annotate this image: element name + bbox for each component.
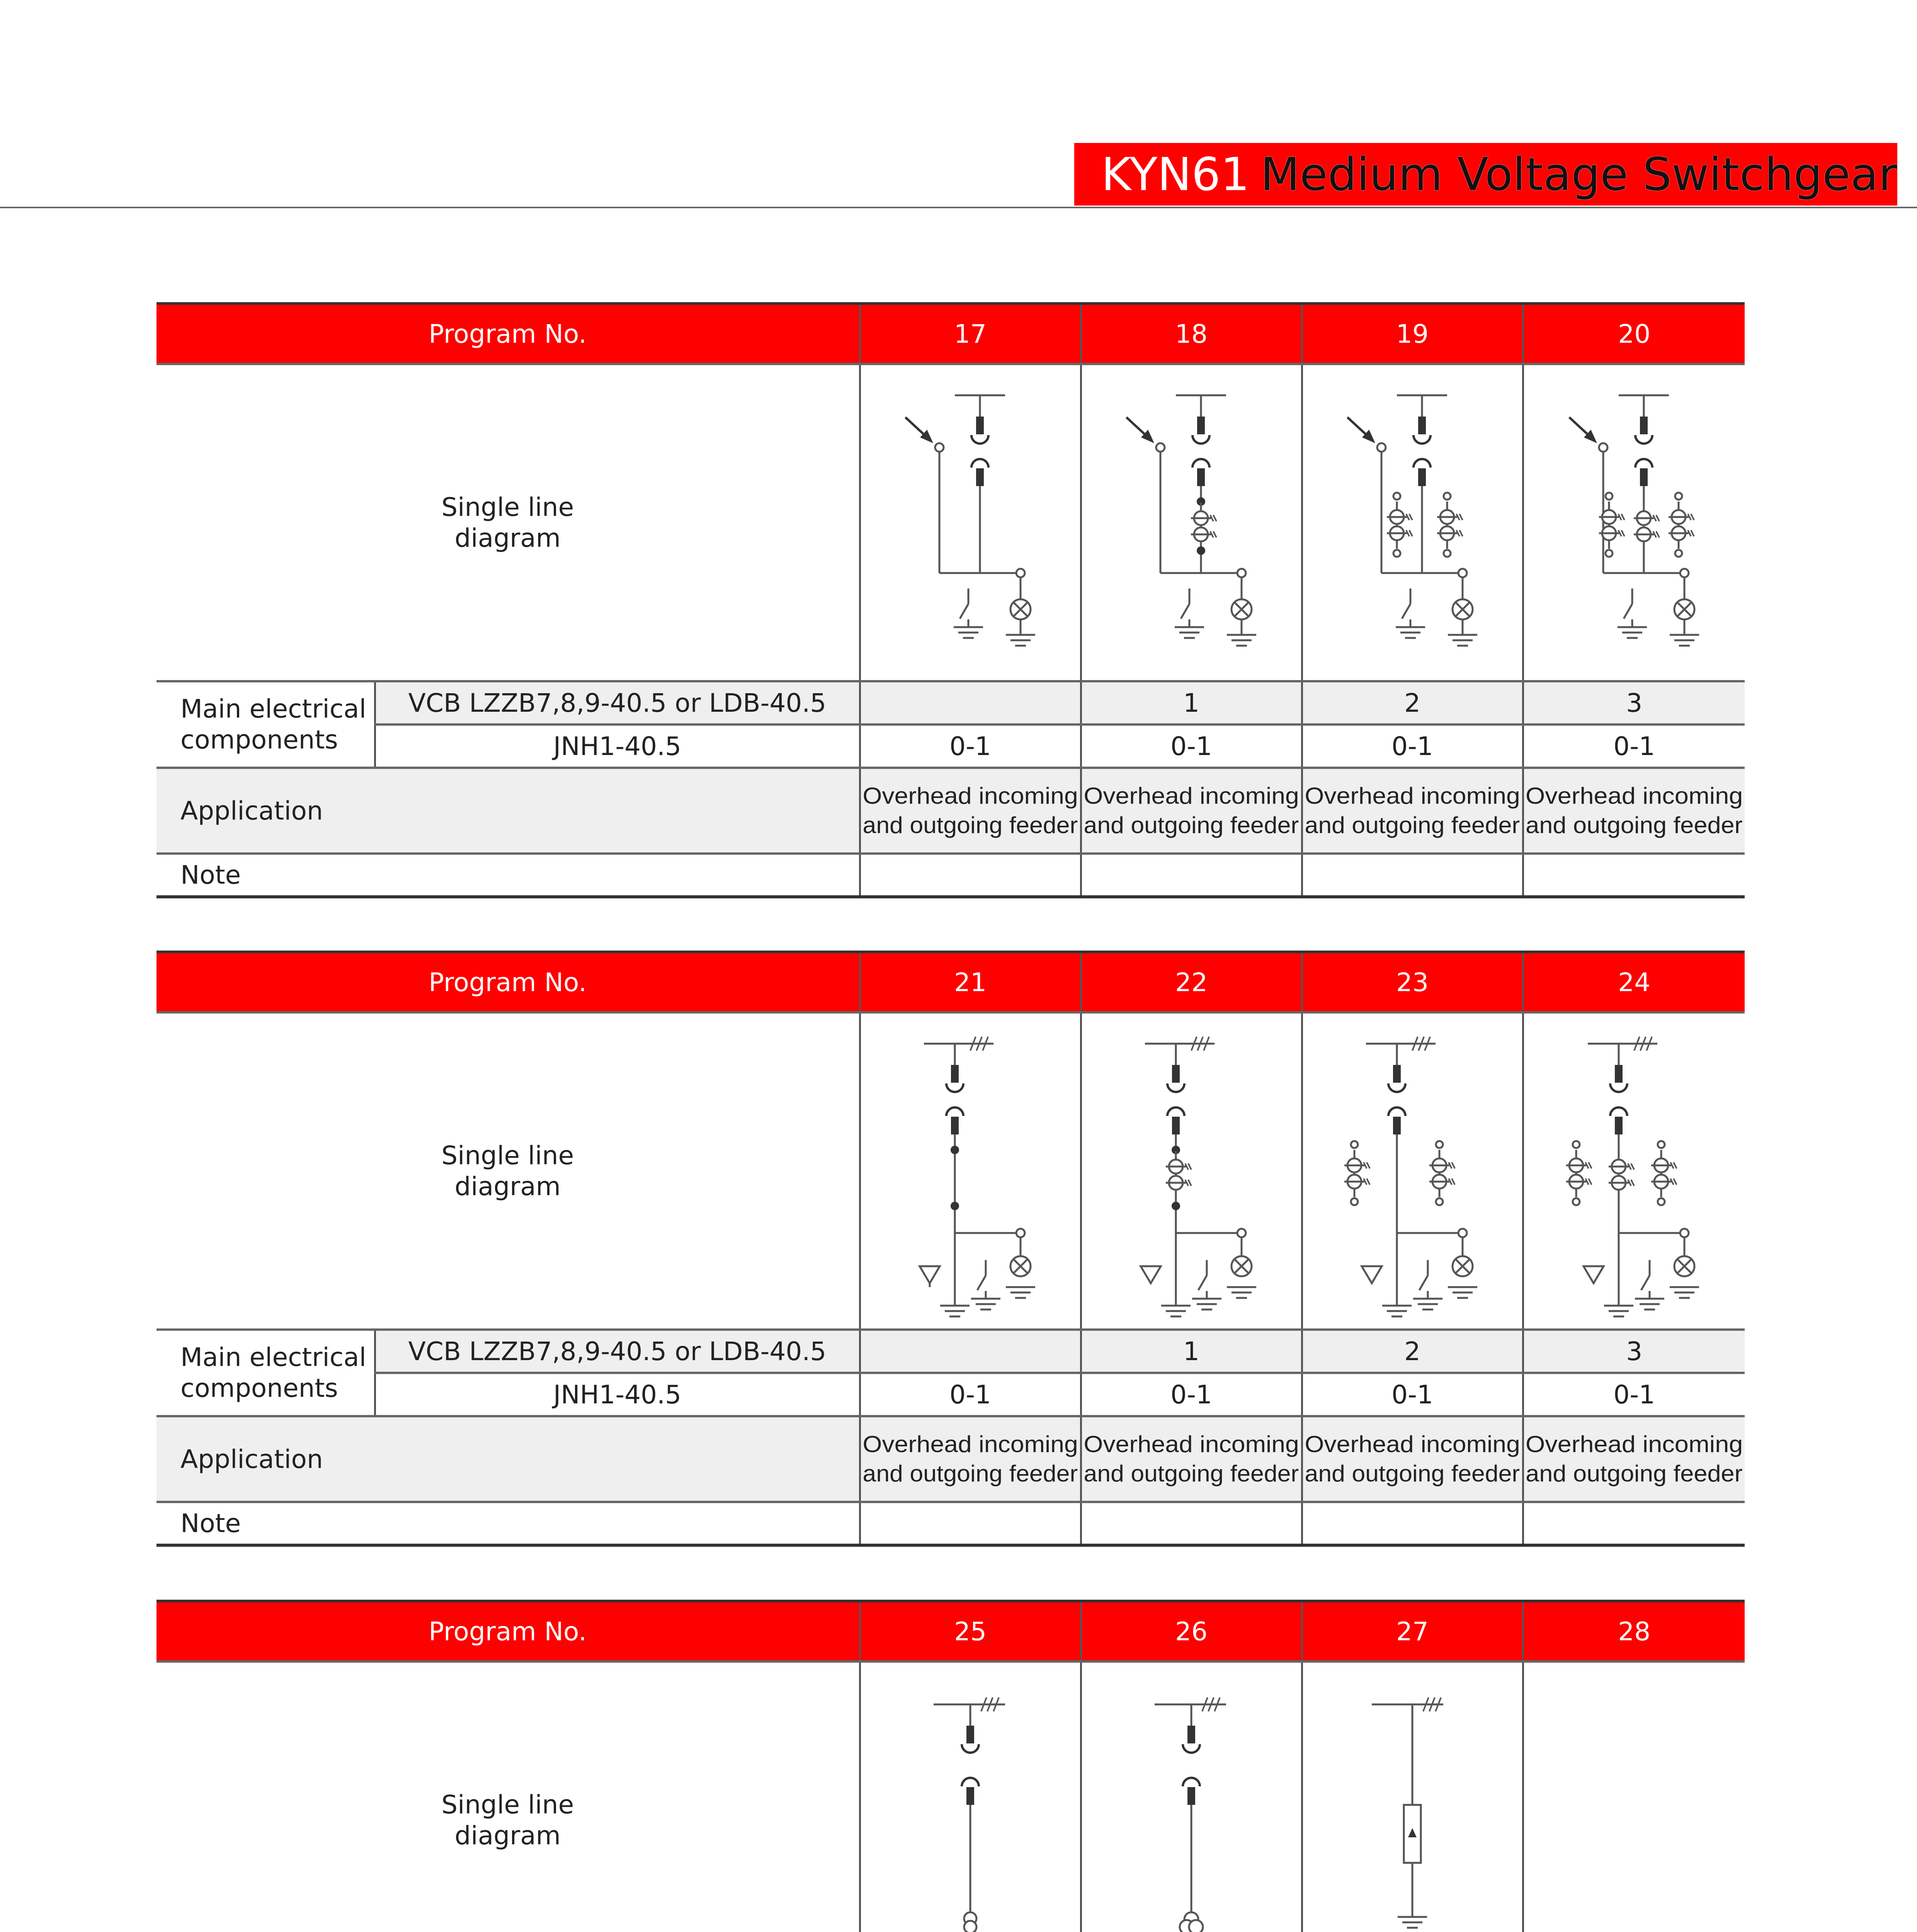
application-line-2: and outgoing feeder [1305,812,1520,838]
header-rule [0,207,1917,208]
diagram-cell [1081,364,1302,681]
application-line-2: and outgoing feeder [1526,1461,1743,1486]
component-row [156,1330,1745,1373]
single-line-label-l2: diagram [454,1171,561,1201]
component-name: JNH1-40.5 [375,1373,860,1416]
component-qty: 0-1 [1302,1373,1523,1416]
program-no-label: Program No. [156,304,860,364]
component-name: VCB LZZB7,8,9-40.5 or LDB-40.5 [375,1330,860,1373]
main-electrical-label-l1: Main electrical [180,1342,366,1372]
program-number: 24 [1523,952,1745,1013]
program-number: 18 [1081,304,1302,364]
program-number: 27 [1302,1601,1523,1662]
component-qty: 2 [1302,1330,1523,1373]
single-line-row [156,1662,1745,1932]
application-cell [1302,1416,1523,1502]
note-cell [1523,1502,1745,1545]
program-no-label: Program No. [156,952,860,1013]
application-cell [1302,768,1523,854]
application-cell [860,1416,1081,1502]
application-label: Application [156,768,860,854]
program-number: 28 [1523,1601,1745,1662]
program-number: 20 [1523,304,1745,364]
program-number: 23 [1302,952,1523,1013]
program-number: 19 [1302,304,1523,364]
spec-table-1 [156,302,1745,898]
single-line-label [156,1012,860,1330]
component-qty: 1 [1081,681,1302,724]
program-number: 22 [1081,952,1302,1013]
note-cell [1302,854,1523,897]
component-qty [860,681,1081,724]
component-qty: 0-1 [860,1373,1081,1416]
single-line-label-l1: Single line [441,1140,574,1170]
note-cell [860,854,1081,897]
single-line-diagram-24 [1526,1017,1742,1326]
component-row [156,724,1745,768]
program-number: 21 [860,952,1081,1013]
component-qty: 0-1 [1302,724,1523,768]
application-line-1: Overhead incoming [1305,1431,1520,1457]
component-qty: 0-1 [1523,1373,1745,1416]
component-name: VCB LZZB7,8,9-40.5 or LDB-40.5 [375,681,860,724]
component-name: JNH1-40.5 [375,724,860,768]
component-qty: 0-1 [1081,1373,1302,1416]
application-row [156,768,1745,854]
note-cell [1302,1502,1523,1545]
note-cell [1523,854,1745,897]
application-line-2: and outgoing feeder [1084,1461,1299,1486]
diagram-cell [1302,364,1523,681]
diagram-cell [860,1662,1081,1932]
diagram-cell [1523,1662,1745,1932]
component-qty: 1 [1081,1330,1302,1373]
application-cell [860,768,1081,854]
application-line-2: and outgoing feeder [1526,812,1743,838]
single-line-diagram-22 [1083,1017,1300,1326]
single-line-diagram-27 [1304,1666,1521,1932]
single-line-diagram-17 [862,368,1078,677]
application-line-1: Overhead incoming [1084,1431,1299,1457]
note-row [156,1502,1745,1545]
application-line-1: Overhead incoming [1084,783,1299,809]
note-label: Note [156,854,860,897]
single-line-diagram-25 [862,1666,1078,1932]
application-line-2: and outgoing feeder [1084,812,1299,838]
component-row [156,1373,1745,1416]
header-row [156,304,1745,364]
spec-table-2 [156,951,1745,1547]
application-line-1: Overhead incoming [1526,1431,1743,1457]
note-cell [1081,1502,1302,1545]
note-cell [1081,854,1302,897]
diagram-cell [1523,1012,1745,1330]
program-no-label: Program No. [156,1601,860,1662]
application-line-2: and outgoing feeder [1305,1461,1520,1486]
diagram-cell [1302,1662,1523,1932]
application-label: Application [156,1416,860,1502]
application-cell [1523,1416,1745,1502]
program-number: 17 [860,304,1081,364]
component-qty: 0-1 [1081,724,1302,768]
main-electrical-label-l1: Main electrical [180,694,366,724]
header-row [156,952,1745,1013]
single-line-diagram-26 [1083,1666,1300,1932]
single-line-diagram-20 [1526,368,1742,677]
application-line-1: Overhead incoming [1305,783,1520,809]
header-row [156,1601,1745,1662]
single-line-row [156,364,1745,681]
single-line-diagram-23 [1304,1017,1521,1326]
diagram-cell [1081,1012,1302,1330]
diagram-cell [1302,1012,1523,1330]
application-line-2: and outgoing feeder [862,1461,1078,1486]
application-line-2: and outgoing feeder [862,812,1078,838]
single-line-diagram-18 [1083,368,1300,677]
single-line-label-l2: diagram [454,523,561,553]
diagram-cell [1523,364,1745,681]
main-electrical-label-l2: components [180,725,338,755]
component-row [156,681,1745,724]
component-qty: 0-1 [1523,724,1745,768]
application-cell [1523,768,1745,854]
application-row [156,1416,1745,1502]
component-qty: 0-1 [860,724,1081,768]
single-line-label [156,364,860,681]
component-qty [860,1330,1081,1373]
component-qty: 2 [1302,681,1523,724]
application-cell [1081,768,1302,854]
single-line-row [156,1012,1745,1330]
spec-table-3 [156,1600,1745,1932]
application-line-1: Overhead incoming [862,783,1078,809]
single-line-label-l2: diagram [454,1820,561,1850]
header-name: Medium Voltage Switchgear [1260,148,1897,201]
single-line-label [156,1662,860,1932]
header-banner [1074,143,1897,206]
diagram-cell [860,364,1081,681]
header-model: KYN61 [1101,148,1250,201]
main-electrical-label [156,1330,375,1416]
single-line-label-l1: Single line [441,492,574,522]
application-cell [1081,1416,1302,1502]
single-line-diagram-21 [862,1017,1078,1326]
component-qty: 3 [1523,1330,1745,1373]
diagram-cell [1081,1662,1302,1932]
note-cell [860,1502,1081,1545]
application-line-1: Overhead incoming [1526,783,1743,809]
single-line-diagram-19 [1304,368,1521,677]
program-number: 25 [860,1601,1081,1662]
note-row [156,854,1745,897]
program-number: 26 [1081,1601,1302,1662]
application-line-1: Overhead incoming [862,1431,1078,1457]
component-qty: 3 [1523,681,1745,724]
single-line-label-l1: Single line [441,1789,574,1820]
diagram-cell [860,1012,1081,1330]
note-label: Note [156,1502,860,1545]
main-electrical-label [156,681,375,768]
header-title [1101,148,1897,201]
main-electrical-label-l2: components [180,1373,338,1403]
